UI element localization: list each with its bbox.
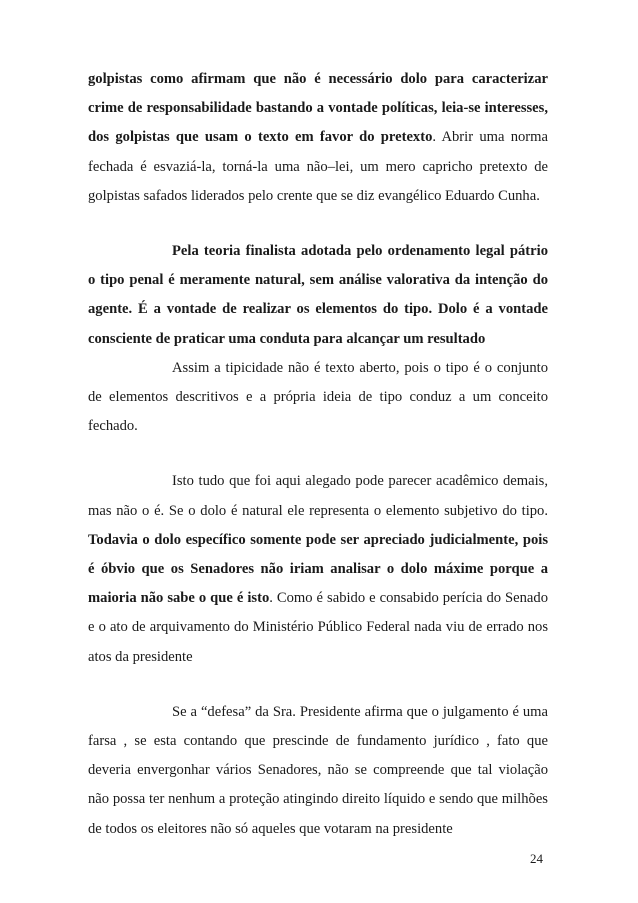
page-number: 24 xyxy=(530,851,543,866)
paragraph-1-text: . Abrir uma norma fechada é esvaziá-la, torná-la uma não–lei, um mero capricho pretexto de golpistas safados liderados pelo crente que se diz evangélico Eduardo Cunha. xyxy=(88,129,548,204)
paragraph-5-text: Se a “defesa” da Sra. Presidente afirma que o julgamento é uma farsa , se esta contando que prescinde de fundamento jurídico , fato que deveria envergonhar vários Senadores, não se compreende que tal violação não possa ter nenhum a proteção atingindo direito líquido e sendo que milhões de todos os eleitores não só aqueles que votaram na presidente xyxy=(88,703,548,837)
paragraph-gap xyxy=(88,441,548,467)
paragraph-4-bold: Todavia o dolo específico somente pode ser apreciado judicialmente, pois é óbvio que os Senadores não iriam analisar o dolo máxime porque a maioria não sabe o que é isto xyxy=(88,531,548,607)
paragraph-2-bold: Pela teoria finalista adotada pelo ordenamento legal pátrio o tipo penal é meramente natural, sem análise valorativa da intenção do agente. É a vontade de realizar os elementos do tipo. Dolo é a vontade consciente de praticar uma conduta para alcançar um resultado xyxy=(88,243,548,347)
paragraph-1-bold: golpistas como afirmam que não é necessário dolo para caracterizar crime de responsabilidade bastando a vontade políticas, leia-se interesses, dos golpistas que usam o texto em favor do pretexto xyxy=(88,71,548,146)
paragraph-4 xyxy=(88,467,548,671)
paragraph-3-text: Assim a tipicidade não é texto aberto, pois o tipo é o conjunto de elementos descritivos e a própria ideia de tipo conduz a um conceito fechado. xyxy=(88,359,548,435)
paragraph-5 xyxy=(88,698,548,844)
document-body xyxy=(88,65,548,844)
paragraph-1 xyxy=(88,65,548,211)
paragraph-2 xyxy=(88,237,548,354)
paragraph-4-text-b: . Como é sabido e consabido perícia do Senado e o ato de arquivamento do Ministério Público Federal nada viu de errado nos atos da presidente xyxy=(88,590,548,665)
paragraph-gap xyxy=(88,211,548,237)
paragraph-gap xyxy=(88,672,548,698)
paragraph-3 xyxy=(88,354,548,442)
paragraph-4-text-a: Isto tudo que foi aqui alegado pode parecer acadêmico demais, mas não o é. Se o dolo é natural ele representa o elemento subjetivo do tipo. xyxy=(88,473,548,519)
